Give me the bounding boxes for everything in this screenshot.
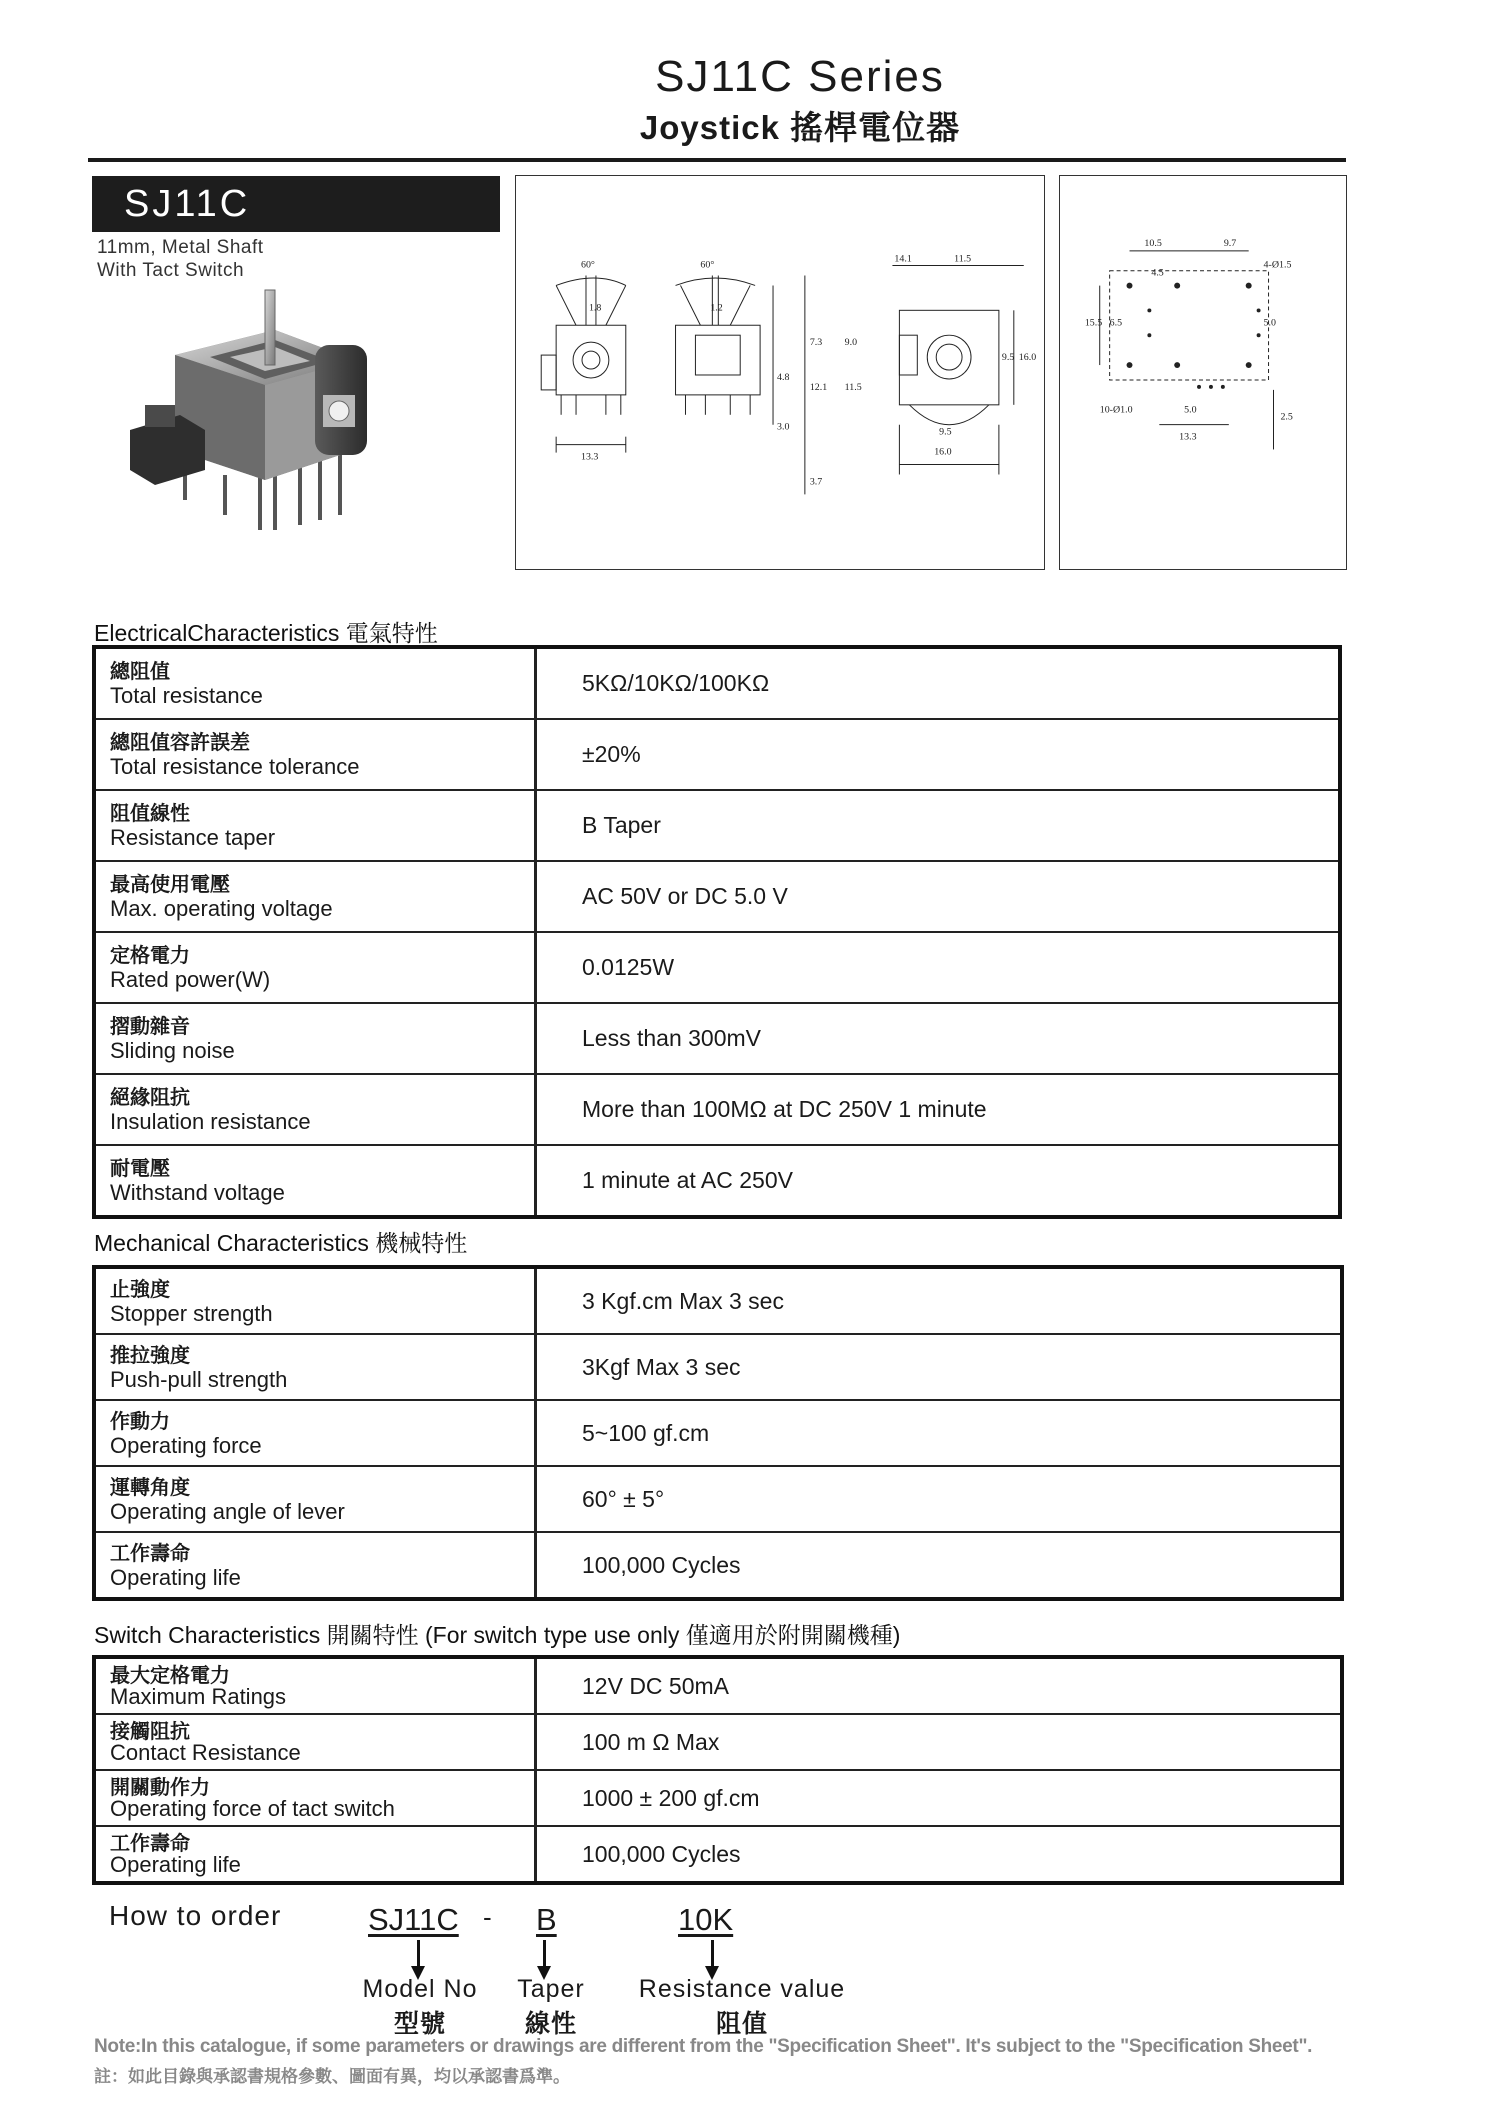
- how-to-order-heading: How to order: [109, 1900, 282, 1931]
- table-row: [94, 1145, 1340, 1217]
- order-label-resistance-zh: 阻值: [715, 2009, 768, 2038]
- param-value: 3 Kgf.cm Max 3 sec: [582, 1287, 784, 1314]
- param-value: 5~100 gf.cm: [536, 1400, 1343, 1466]
- order-label-resistance: [632, 1975, 852, 2040]
- dim-13-3: 13.3: [581, 451, 599, 463]
- dimension-drawing-front: [515, 175, 1045, 570]
- product-description: [97, 236, 264, 282]
- param-value: 5KΩ/10KΩ/100KΩ: [582, 670, 770, 696]
- table-row: [94, 1074, 1340, 1145]
- param-value: 60° ± 5°: [536, 1466, 1343, 1532]
- order-label-model-zh: 型號: [393, 2009, 446, 2038]
- param-zh: 工作壽命: [110, 1831, 190, 1855]
- param-en: Push-pull strength: [110, 1366, 288, 1392]
- dim-angle-1: 60°: [581, 259, 595, 271]
- dim-shaft-2: 1.2: [710, 302, 723, 314]
- header-divider: [88, 158, 1346, 162]
- series-title: SJ11C Series: [655, 52, 945, 101]
- param-value: 12V DC 50mA: [582, 1672, 730, 1699]
- param-zh: 推拉強度: [110, 1342, 190, 1367]
- order-code-taper: B: [536, 1902, 557, 1937]
- dim-9-5: 9.5: [1001, 352, 1015, 364]
- pcb-dim-15-5: 15.5: [1084, 317, 1103, 329]
- table-row: [94, 1532, 1342, 1599]
- product-photo: [125, 285, 405, 545]
- order-label-taper-zh: 線性: [524, 2009, 577, 2038]
- product-desc-line2: With Tact Switch: [97, 260, 245, 281]
- param-zh: 最高使用電壓: [110, 872, 230, 896]
- dim-11-5: 11.5: [954, 253, 972, 265]
- param-en: Total resistance tolerance: [110, 754, 360, 779]
- param-value: Less than 300mV: [536, 1003, 1341, 1074]
- top-view: [892, 266, 1023, 475]
- param-en: Operating angle of lever: [110, 1498, 345, 1524]
- table-row: [94, 1657, 1342, 1714]
- dim-11-5b: 11.5: [844, 381, 862, 393]
- switch-section-title: Switch Characteristics 開關特性 (For switch type use only 僅適用於附開關機種): [94, 1622, 901, 1648]
- param-en: Stopper strength: [110, 1300, 273, 1326]
- pcb-dim-pins: 10-Ø1.0: [1099, 404, 1133, 416]
- dim-3-0: 3.0: [777, 421, 790, 433]
- order-label-resistance-en: Resistance value: [638, 1975, 846, 2003]
- mechanical-table: [92, 1265, 1344, 1601]
- param-en: Operating life: [110, 1564, 241, 1590]
- param-zh: 總阻值: [110, 659, 170, 683]
- param-value: B Taper: [536, 790, 1341, 861]
- side-view: [676, 275, 805, 494]
- order-label-model: [352, 1975, 488, 2040]
- param-value: 3Kgf Max 3 sec: [536, 1334, 1343, 1400]
- param-zh: 絕緣阻抗: [110, 1085, 190, 1109]
- param-value: ±20%: [536, 719, 1341, 790]
- param-en: Contact Resistance: [110, 1740, 301, 1765]
- pcb-dim-hole: 4-Ø1.5: [1263, 259, 1292, 271]
- param-zh: 總阻值容許誤差: [110, 730, 250, 754]
- table-row: [94, 861, 1340, 932]
- pcb-dim-4-5: 4.5: [1151, 267, 1164, 279]
- dim-shaft-1: 1.8: [588, 302, 602, 314]
- dim-14-1: 14.1: [894, 253, 912, 265]
- param-zh: 摺動雜音: [110, 1014, 190, 1038]
- model-badge: SJ11C: [92, 176, 500, 232]
- dim-12-1: 12.1: [809, 381, 828, 393]
- param-value: 100 m Ω Max: [536, 1714, 1343, 1770]
- param-en: Insulation resistance: [110, 1109, 311, 1134]
- order-label-model-en: Model No: [362, 1975, 478, 2003]
- param-zh: 止強度: [110, 1276, 170, 1301]
- table-row: [94, 647, 1340, 719]
- switch-table: [92, 1655, 1344, 1885]
- param-value: 100,000 Cycles: [536, 1826, 1343, 1883]
- param-value: 100,000 Cycles: [536, 1532, 1343, 1599]
- param-en: Total resistance: [110, 683, 263, 708]
- dim-angle-2: 60°: [700, 259, 715, 271]
- table-row: [94, 932, 1340, 1003]
- table-row: [94, 1714, 1342, 1770]
- param-zh: 工作壽命: [110, 1540, 190, 1565]
- table-row: [94, 1400, 1342, 1466]
- param-en: Max. operating voltage: [110, 896, 333, 921]
- param-zh: 接觸阻抗: [110, 1719, 190, 1743]
- param-en: Rated power(W): [110, 967, 271, 992]
- order-label-taper-en: Taper: [517, 1975, 585, 2003]
- table-row: [94, 1770, 1342, 1826]
- order-code-resistance: 10K: [678, 1902, 734, 1937]
- dim-16-0: 16.0: [1018, 352, 1037, 364]
- param-en: Resistance taper: [110, 825, 276, 850]
- table-row: [94, 1826, 1342, 1883]
- pcb-dim-5-0b: 5.0: [1263, 317, 1276, 329]
- param-value: AC 50V or DC 5.0 V: [536, 861, 1341, 932]
- table-row: [94, 1466, 1342, 1532]
- param-en: Operating life: [110, 1852, 241, 1877]
- dim-4-8: 4.8: [777, 371, 790, 383]
- mechanical-section-title: Mechanical Characteristics 機械特性: [94, 1230, 468, 1256]
- table-row: [94, 1003, 1340, 1074]
- param-zh: 最大定格電力: [110, 1663, 230, 1687]
- param-value: 1000 ± 200 gf.cm: [536, 1770, 1343, 1826]
- param-value: 1 minute at AC 250V: [536, 1145, 1341, 1217]
- param-zh: 阻值線性: [110, 801, 190, 825]
- param-en: Sliding noise: [110, 1038, 235, 1063]
- dim-9-0: 9.0: [844, 337, 858, 349]
- table-row: [94, 790, 1340, 861]
- pcb-layout-drawing: [1059, 175, 1347, 570]
- pcb-dim-13-3: 13.3: [1179, 431, 1197, 443]
- product-desc-line1: 11mm, Metal Shaft: [97, 237, 264, 258]
- param-en: Maximum Ratings: [110, 1684, 287, 1709]
- pcb-dim-2-5: 2.5: [1280, 411, 1293, 423]
- footnote-en: Note:In this catalogue, if some parameters or drawings are different from the "Specification Sheet". It's subject to the "Specification Sheet".: [94, 2036, 1313, 2057]
- param-en: Withstand voltage: [110, 1180, 285, 1205]
- footnote-zh: 註：如此目錄與承認書規格參數、圖面有異，均以承認書爲準。: [94, 2067, 570, 2087]
- pcb-dim-5-0: 5.0: [1184, 404, 1197, 416]
- order-code-separator: -: [483, 1902, 492, 1932]
- param-zh: 開關動作力: [110, 1775, 210, 1799]
- series-subtitle: Joystick 搖桿電位器: [639, 109, 961, 146]
- param-zh: 作動力: [110, 1408, 170, 1433]
- param-zh: 運轉角度: [110, 1474, 190, 1499]
- pcb-dim-10-5: 10.5: [1144, 237, 1162, 249]
- dim-7-3: 7.3: [809, 337, 823, 349]
- dim-9-5b: 9.5: [939, 426, 952, 438]
- param-value: More than 100MΩ at DC 250V 1 minute: [536, 1074, 1341, 1145]
- order-code-model: SJ11C: [368, 1902, 459, 1937]
- param-en: Operating force: [110, 1432, 262, 1458]
- dim-3-7: 3.7: [809, 476, 823, 488]
- param-en: Operating force of tact switch: [110, 1796, 395, 1821]
- electrical-table: [92, 645, 1342, 1219]
- table-row: [94, 719, 1340, 790]
- param-value: 0.0125W: [536, 932, 1341, 1003]
- electrical-section-title: ElectricalCharacteristics 電氣特性: [94, 620, 438, 646]
- front-view: [541, 275, 626, 452]
- table-row: [94, 1267, 1342, 1334]
- pcb-dim-6-5: 6.5: [1109, 317, 1123, 329]
- pcb-dim-9-7: 9.7: [1223, 237, 1237, 249]
- param-zh: 定格電力: [110, 943, 190, 967]
- table-row: [94, 1334, 1342, 1400]
- order-label-taper: [506, 1975, 596, 2040]
- param-zh: 耐電壓: [110, 1156, 170, 1180]
- dim-16-0b: 16.0: [934, 446, 952, 458]
